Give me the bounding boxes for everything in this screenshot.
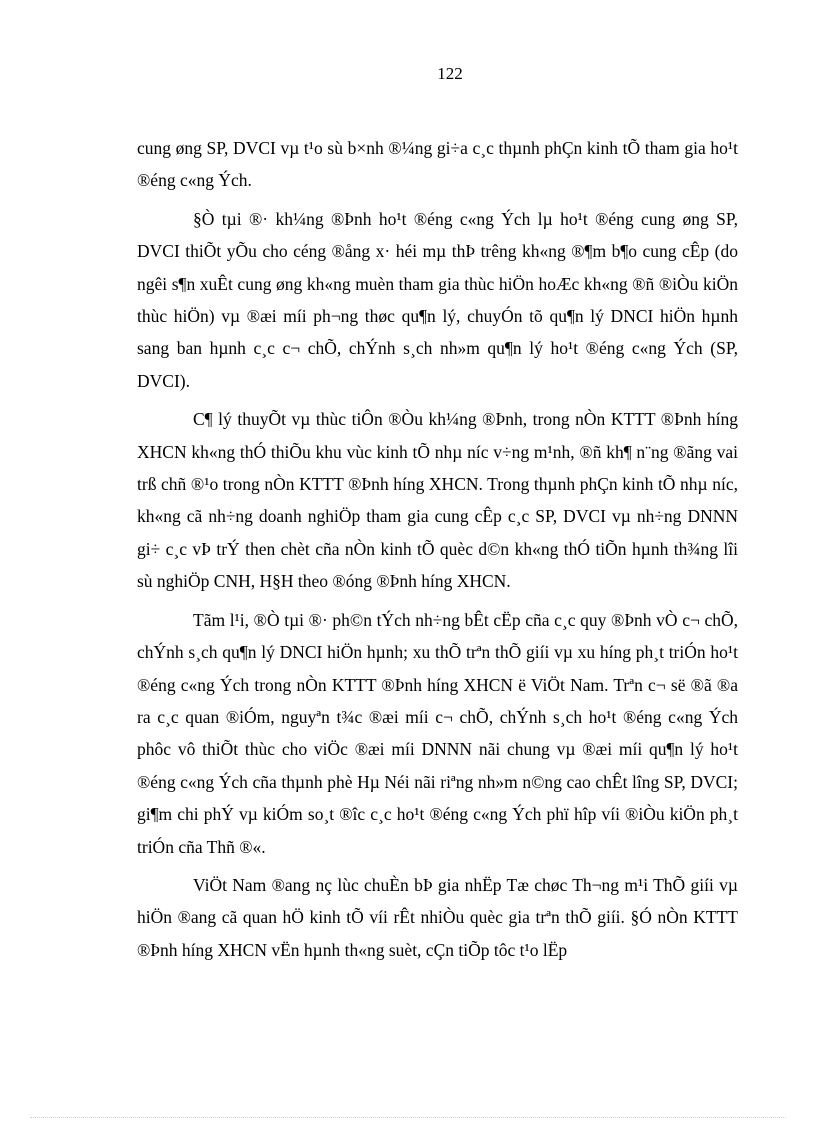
- paragraph: cung øng SP, DVCI vµ t¹o sù b×nh ®¼ng gi÷a c¸c thµnh phÇn kinh tÕ tham gia ho¹t ®éng c«ng Ých.: [137, 138, 738, 191]
- paragraph: §Ò tµi ®· kh¼ng ®Þnh ho¹t ®éng c«ng Ých lµ ho¹t ®éng cung øng SP, DVCI thiÕt yÕu cho céng ®ång x· héi mµ thÞ trêng kh«ng ®¶m b¶o cung cÊp (do ngêi s¶n xuÊt cung øng kh«ng muèn tham gia thùc hiÖn hoÆc kh«ng ®ñ ®iÒu kiÖn thùc hiÖn) vµ ®æi míi ph¬ng thøc qu¶n lý, chuyÓn tõ qu¶n lý DNCI hiÖn hµnh sang ban hµnh c¸c c¬ chÕ, chÝnh s¸ch nh»m qu¶n lý ho¹t ®éng c«ng Ých (SP, DVCI).: [137, 208, 738, 391]
- paragraph: C¶ lý thuyÕt vµ thùc tiÔn ®Òu kh¼ng ®Þnh, trong nÒn KTTT ®Þnh híng XHCN kh«ng thÓ thiÕu khu vùc kinh tÕ nhµ níc v÷ng m¹nh, ®ñ kh¶ n¨ng ®ãng vai trß chñ ®¹o trong nÒn KTTT ®Þnh híng XHCN. Trong thµnh phÇn kinh tÕ nhµ níc, kh«ng cã nh÷ng doanh nghiÖp tham gia cung cÊp c¸c SP, DVCI vµ nh÷ng DNNN gi÷ c¸c vÞ trÝ then chèt cña nÒn kinh tÕ quèc d©n kh«ng thÓ tiÕn hµnh th¾ng lîi sù nghiÖp CNH, H§H theo ®óng ®Þnh híng XHCN.: [137, 409, 738, 592]
- page-bottom-rule: [30, 1117, 786, 1118]
- body-text: [137, 132, 738, 972]
- paragraph: Tãm l¹i, ®Ò tµi ®· ph©n tÝch nh÷ng bÊt cËp cña c¸c quy ®Þnh vÒ c¬ chÕ, chÝnh s¸ch qu¶n lý DNCI hiÖn hµnh; xu thÕ trªn thÕ giíi vµ xu híng ph¸t triÓn ho¹t ®éng c«ng Ých trong nÒn KTTT ®Þnh híng XHCN ë ViÖt Nam. Trªn c¬ së ®ã ®a ra c¸c quan ®iÓm, nguyªn t¾c ®æi míi c¬ chÕ, chÝnh s¸ch ho¹t ®éng c«ng Ých phôc vô thiÕt thùc cho viÖc ®æi míi DNNN nãi chung vµ ®æi míi qu¶n lý ho¹t ®éng c«ng Ých cña thµnh phè Hµ Néi nãi riªng nh»m n©ng cao chÊt lîng SP, DVCI; gi¶m chi phÝ vµ kiÓm so¸t ®îc c¸c ho¹t ®éng c«ng Ých phï hîp víi ®iÒu kiÖn ph¸t triÓn cña Thñ ®«.: [137, 609, 738, 857]
- paragraph: ViÖt Nam ®ang nç lùc chuÈn bÞ gia nhËp Tæ chøc Th¬ng m¹i ThÕ giíi vµ hiÖn ®ang cã quan hÖ kinh tÕ víi rÊt nhiÒu quèc gia trªn thÕ giíi. §Ó nÒn KTTT ®Þnh híng XHCN vËn hµnh th«ng suèt, cÇn tiÕp tôc t¹o lËp: [137, 874, 738, 960]
- page-number: 122: [437, 64, 463, 83]
